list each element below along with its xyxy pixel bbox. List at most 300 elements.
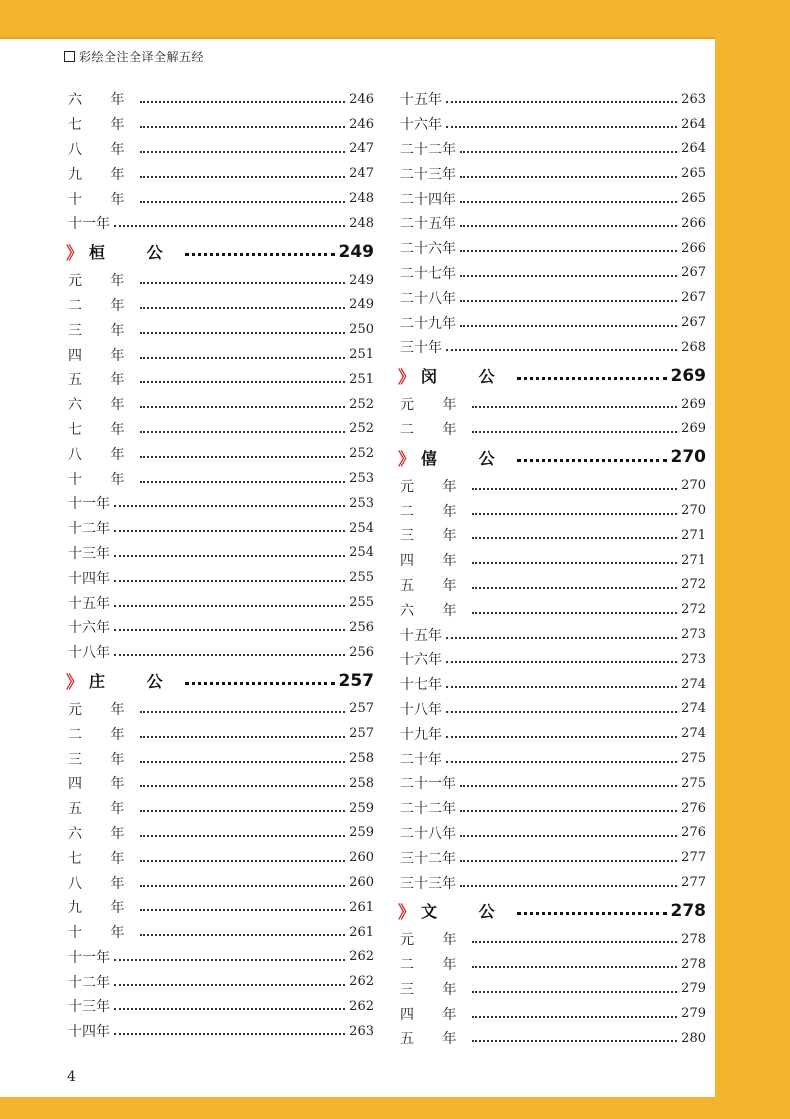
toc-entry[interactable] xyxy=(400,285,706,310)
page-ref: 271 xyxy=(681,527,706,543)
dot-leader xyxy=(446,629,677,639)
entry-label: 六 年 xyxy=(400,602,469,619)
toc-column-right xyxy=(400,87,706,1051)
page-ref: 278 xyxy=(681,931,706,947)
dot-leader xyxy=(185,245,335,256)
toc-entry[interactable] xyxy=(68,342,374,367)
dot-leader xyxy=(472,579,677,589)
dot-leader xyxy=(460,143,677,153)
page-ref: 270 xyxy=(681,503,706,519)
entry-label: 五 年 xyxy=(400,1031,469,1048)
entry-label: 三 年 xyxy=(400,528,469,545)
dot-leader xyxy=(140,398,345,408)
page-ref: 274 xyxy=(681,726,706,742)
page-ref: 246 xyxy=(349,116,374,132)
toc-entry[interactable] xyxy=(68,697,374,722)
dot-leader xyxy=(114,646,345,656)
page-ref: 266 xyxy=(681,240,706,256)
page-ref: 270 xyxy=(670,447,706,468)
header-title: 彩绘全注全译全解五经 xyxy=(79,50,205,64)
dot-leader xyxy=(140,753,345,763)
toc-entry[interactable] xyxy=(68,969,374,994)
toc-entry[interactable] xyxy=(400,236,706,261)
page-ref: 258 xyxy=(349,751,374,767)
dot-leader xyxy=(114,1025,345,1035)
toc-entry[interactable] xyxy=(400,1026,706,1051)
entry-label: 十 年 xyxy=(68,191,137,208)
toc-entry[interactable] xyxy=(400,261,706,286)
page-ref: 275 xyxy=(681,751,706,767)
double-chevron-right-icon: 》 xyxy=(398,903,415,924)
toc-entry[interactable] xyxy=(400,870,706,895)
page-ref: 262 xyxy=(349,998,374,1014)
toc-entry[interactable] xyxy=(400,597,706,622)
dot-leader xyxy=(446,653,677,663)
page-ref: 276 xyxy=(681,800,706,816)
page-ref: 247 xyxy=(349,166,374,182)
toc-entry[interactable] xyxy=(68,615,374,640)
entry-label: 二十六年 xyxy=(400,241,456,258)
dot-leader xyxy=(446,703,677,713)
entry-label: 七 年 xyxy=(68,850,137,867)
dot-leader xyxy=(446,93,677,103)
toc-entry[interactable] xyxy=(400,796,706,821)
page-ref: 248 xyxy=(349,215,374,231)
toc-entry[interactable] xyxy=(400,977,706,1002)
page-ref: 258 xyxy=(349,775,374,791)
toc-entry[interactable] xyxy=(400,211,706,236)
page-ref: 252 xyxy=(349,421,374,437)
dot-leader xyxy=(517,451,667,462)
toc-entry[interactable] xyxy=(68,994,374,1019)
toc-entry[interactable] xyxy=(400,647,706,672)
toc-entry[interactable] xyxy=(68,870,374,895)
dot-leader xyxy=(446,341,677,351)
entry-label: 二十一年 xyxy=(400,776,456,793)
entry-label: 三 年 xyxy=(68,322,137,339)
page-ref: 273 xyxy=(681,651,706,667)
entry-label: 十二年 xyxy=(68,521,110,538)
page-ref: 252 xyxy=(349,446,374,462)
dot-leader xyxy=(472,604,677,614)
page-ref: 262 xyxy=(349,949,374,965)
toc-entry[interactable] xyxy=(400,310,706,335)
entry-label: 三十年 xyxy=(400,340,442,357)
toc-entry[interactable] xyxy=(400,622,706,647)
dot-leader xyxy=(114,217,345,227)
page-ref: 278 xyxy=(670,900,706,921)
page-ref: 259 xyxy=(349,800,374,816)
toc-entry[interactable] xyxy=(400,746,706,771)
entry-label: 元 年 xyxy=(400,478,469,495)
entry-label: 十 年 xyxy=(68,471,137,488)
entry-label: 二十年 xyxy=(400,751,442,768)
entry-label: 十六年 xyxy=(400,117,442,134)
dot-leader xyxy=(460,267,677,277)
entry-label: 五 年 xyxy=(400,577,469,594)
entry-label: 十四年 xyxy=(68,570,110,587)
entry-label: 十三年 xyxy=(68,999,110,1016)
dot-leader xyxy=(517,369,667,380)
dot-leader xyxy=(472,423,677,433)
toc-section-heading[interactable] xyxy=(400,441,706,473)
entry-label: 十五年 xyxy=(400,92,442,109)
toc-entry[interactable] xyxy=(68,640,374,665)
page-ref: 275 xyxy=(681,775,706,791)
toc-entry[interactable] xyxy=(68,821,374,846)
page-ref: 257 xyxy=(338,670,374,691)
dot-leader xyxy=(140,299,345,309)
entry-label: 四 年 xyxy=(68,776,137,793)
page-ref: 269 xyxy=(681,421,706,437)
dot-leader xyxy=(472,933,677,943)
page-ref: 277 xyxy=(681,875,706,890)
page-ref: 263 xyxy=(681,91,706,107)
entry-label: 二 年 xyxy=(400,957,469,974)
dot-leader xyxy=(140,324,345,334)
toc-entry[interactable] xyxy=(68,895,374,920)
dot-leader xyxy=(114,1000,345,1010)
entry-label: 十三年 xyxy=(68,545,110,562)
toc-entry[interactable] xyxy=(68,441,374,466)
dot-leader xyxy=(460,877,677,887)
dot-leader xyxy=(140,877,345,887)
toc-entry[interactable] xyxy=(400,821,706,846)
toc-entry[interactable] xyxy=(68,466,374,491)
toc-entry[interactable] xyxy=(68,920,374,945)
toc-entry[interactable] xyxy=(400,845,706,870)
toc-section-heading[interactable] xyxy=(400,895,706,927)
entry-label: 二十七年 xyxy=(400,265,456,282)
page-ref: 274 xyxy=(681,676,706,692)
toc-entry[interactable] xyxy=(68,293,374,318)
page-ref: 263 xyxy=(349,1023,374,1039)
dot-leader xyxy=(114,597,345,607)
dot-leader xyxy=(114,497,345,507)
dot-leader xyxy=(517,904,667,915)
dot-leader xyxy=(140,118,345,128)
page-ref: 266 xyxy=(681,215,706,231)
section-title: 桓 公 xyxy=(89,243,181,263)
toc-entry[interactable] xyxy=(68,771,374,796)
page-ref: 270 xyxy=(681,478,706,494)
dot-leader xyxy=(460,827,677,837)
toc-entry[interactable] xyxy=(400,721,706,746)
page-ref: 257 xyxy=(349,726,374,742)
entry-label: 元 年 xyxy=(68,273,137,290)
entry-label: 元 年 xyxy=(400,397,469,414)
toc-entry[interactable] xyxy=(68,516,374,541)
entry-label: 四 年 xyxy=(68,347,137,364)
page-ref: 261 xyxy=(349,899,374,915)
page-ref: 249 xyxy=(349,272,374,288)
entry-label: 十一年 xyxy=(68,949,110,966)
dot-leader xyxy=(140,728,345,738)
page-ref: 250 xyxy=(349,322,374,338)
entry-label: 二十二年 xyxy=(400,801,456,818)
dot-leader xyxy=(472,529,677,539)
dot-leader xyxy=(114,621,345,631)
dot-leader xyxy=(140,852,345,862)
dot-leader xyxy=(114,572,345,582)
toc-entry[interactable] xyxy=(68,721,374,746)
dot-leader xyxy=(446,678,677,688)
toc-entry[interactable] xyxy=(68,211,374,236)
page-ref: 264 xyxy=(681,116,706,132)
dot-leader xyxy=(140,193,345,203)
toc-entry[interactable] xyxy=(68,87,374,112)
toc-entry[interactable] xyxy=(400,498,706,523)
entry-label: 三 年 xyxy=(68,751,137,768)
dot-leader xyxy=(460,777,677,787)
entry-label: 元 年 xyxy=(68,701,137,718)
dot-leader xyxy=(185,674,335,685)
entry-label: 十 年 xyxy=(68,925,137,942)
page-ref: 260 xyxy=(349,850,374,866)
double-chevron-right-icon: 》 xyxy=(398,449,415,470)
toc-entry[interactable] xyxy=(68,112,374,137)
toc-entry[interactable] xyxy=(68,317,374,342)
dot-leader xyxy=(472,1032,677,1042)
dot-leader xyxy=(140,274,345,284)
page-ref: 251 xyxy=(349,371,374,387)
page-ref: 273 xyxy=(681,627,706,643)
page-ref: 253 xyxy=(349,471,374,487)
entry-label: 二 年 xyxy=(68,726,137,743)
page-ref: 278 xyxy=(681,956,706,972)
entry-label: 十六年 xyxy=(68,620,110,637)
entry-label: 二十八年 xyxy=(400,825,456,842)
page-ref: 261 xyxy=(349,924,374,940)
dot-leader xyxy=(140,373,345,383)
page-ref: 279 xyxy=(681,1006,706,1022)
toc-entry[interactable] xyxy=(68,590,374,615)
page-ref: 271 xyxy=(681,552,706,568)
page-ref: 249 xyxy=(349,297,374,313)
entry-label: 七 年 xyxy=(68,117,137,134)
entry-label: 三 年 xyxy=(400,981,469,998)
dot-leader xyxy=(460,193,677,203)
entry-label: 三十三年 xyxy=(400,875,456,892)
page-ref: 276 xyxy=(681,825,706,841)
toc-section-heading[interactable] xyxy=(400,360,706,392)
dot-leader xyxy=(472,958,677,968)
dot-leader xyxy=(140,423,345,433)
dot-leader xyxy=(446,118,677,128)
toc-entry[interactable] xyxy=(400,771,706,796)
toc-entry[interactable] xyxy=(68,491,374,516)
entry-label: 八 年 xyxy=(68,141,137,158)
toc-entry[interactable] xyxy=(400,417,706,442)
page-ref: 268 xyxy=(681,339,706,355)
dot-leader xyxy=(114,951,345,961)
toc-entry[interactable] xyxy=(400,927,706,952)
page-ref: 267 xyxy=(681,290,706,306)
dot-leader xyxy=(140,143,345,153)
dot-leader xyxy=(472,505,677,515)
page-ref: 252 xyxy=(349,396,374,412)
page-ref: 280 xyxy=(681,1030,706,1046)
page-ref: 260 xyxy=(349,875,374,890)
toc-entry[interactable] xyxy=(68,137,374,162)
section-title: 闵 公 xyxy=(421,367,513,387)
dot-leader xyxy=(140,901,345,911)
dot-leader xyxy=(460,292,677,302)
toc-entry[interactable] xyxy=(400,473,706,498)
entry-label: 十七年 xyxy=(400,677,442,694)
toc-entry[interactable] xyxy=(400,573,706,598)
toc-entry[interactable] xyxy=(68,417,374,442)
entry-label: 十四年 xyxy=(68,1024,110,1041)
entry-label: 三十二年 xyxy=(400,850,456,867)
page-ref: 254 xyxy=(349,545,374,561)
toc-section-heading[interactable] xyxy=(68,236,374,268)
toc-entry[interactable] xyxy=(400,952,706,977)
dot-leader xyxy=(460,317,677,327)
entry-label: 二十八年 xyxy=(400,290,456,307)
top-rule xyxy=(0,37,715,39)
toc-entry[interactable] xyxy=(68,268,374,293)
page-ref: 249 xyxy=(338,241,374,262)
toc-entry[interactable] xyxy=(400,548,706,573)
entry-label: 二十三年 xyxy=(400,166,456,183)
page-ref: 251 xyxy=(349,347,374,363)
page-ref: 247 xyxy=(349,141,374,157)
page-ref: 265 xyxy=(681,191,706,207)
toc-entry[interactable] xyxy=(68,161,374,186)
toc-entry[interactable] xyxy=(400,672,706,697)
toc-entry[interactable] xyxy=(400,1001,706,1026)
entry-label: 四 年 xyxy=(400,1006,469,1023)
toc-entry[interactable] xyxy=(400,87,706,112)
entry-label: 二 年 xyxy=(400,421,469,438)
page-ref: 264 xyxy=(681,141,706,157)
dot-leader xyxy=(140,926,345,936)
dot-leader xyxy=(460,802,677,812)
page-number: 4 xyxy=(67,1069,76,1085)
page-ref: 259 xyxy=(349,825,374,841)
entry-label: 六 年 xyxy=(68,825,137,842)
page-ref: 272 xyxy=(681,602,706,618)
dot-leader xyxy=(114,522,345,532)
dot-leader xyxy=(140,802,345,812)
dot-leader xyxy=(140,703,345,713)
dot-leader xyxy=(472,480,677,490)
entry-label: 八 年 xyxy=(68,875,137,892)
entry-label: 二十四年 xyxy=(400,191,456,208)
dot-leader xyxy=(446,753,677,763)
dot-leader xyxy=(140,777,345,787)
dot-leader xyxy=(446,728,677,738)
dot-leader xyxy=(460,242,677,252)
page-ref: 267 xyxy=(681,265,706,281)
entry-label: 十八年 xyxy=(68,645,110,662)
entry-label: 十一年 xyxy=(68,496,110,513)
dot-leader xyxy=(140,473,345,483)
toc-entry[interactable] xyxy=(68,746,374,771)
toc-entry[interactable] xyxy=(68,1019,374,1044)
toc-entry[interactable] xyxy=(400,392,706,417)
section-title: 庄 公 xyxy=(89,672,181,692)
toc-entry[interactable] xyxy=(68,945,374,970)
entry-label: 十五年 xyxy=(400,627,442,644)
toc-entry[interactable] xyxy=(68,796,374,821)
dot-leader xyxy=(140,93,345,103)
double-chevron-right-icon: 》 xyxy=(66,244,83,265)
entry-label: 九 年 xyxy=(68,166,137,183)
entry-label: 五 年 xyxy=(68,372,137,389)
toc-entry[interactable] xyxy=(400,523,706,548)
entry-label: 四 年 xyxy=(400,553,469,570)
dot-leader xyxy=(460,168,677,178)
dot-leader xyxy=(472,1008,677,1018)
toc-entry[interactable] xyxy=(400,186,706,211)
running-header xyxy=(64,48,204,65)
toc-entry[interactable] xyxy=(400,112,706,137)
entry-label: 五 年 xyxy=(68,801,137,818)
entry-label: 二十五年 xyxy=(400,216,456,233)
page-ref: 265 xyxy=(681,166,706,182)
toc-section-heading[interactable] xyxy=(68,665,374,697)
entry-label: 十六年 xyxy=(400,652,442,669)
page-ref: 262 xyxy=(349,974,374,990)
page-ref: 269 xyxy=(670,365,706,386)
entry-label: 九 年 xyxy=(68,900,137,917)
toc-entry[interactable] xyxy=(400,137,706,162)
toc-entry[interactable] xyxy=(68,845,374,870)
entry-label: 十八年 xyxy=(400,701,442,718)
section-title: 文 公 xyxy=(421,902,513,922)
dot-leader xyxy=(140,168,345,178)
page-ref: 256 xyxy=(349,644,374,660)
page-ref: 257 xyxy=(349,701,374,717)
dot-leader xyxy=(140,349,345,359)
dot-leader xyxy=(140,827,345,837)
entry-label: 二十九年 xyxy=(400,315,456,332)
toc-entry[interactable] xyxy=(400,335,706,360)
page-ref: 279 xyxy=(681,981,706,997)
dot-leader xyxy=(472,398,677,408)
entry-label: 二 年 xyxy=(400,503,469,520)
page-ref: 277 xyxy=(681,850,706,866)
dot-leader xyxy=(140,448,345,458)
page-ref: 253 xyxy=(349,495,374,511)
toc-entry[interactable] xyxy=(68,565,374,590)
page-ref: 255 xyxy=(349,595,374,611)
entry-label: 七 年 xyxy=(68,421,137,438)
toc-entry[interactable] xyxy=(68,186,374,211)
toc-page xyxy=(0,37,715,1097)
dot-leader xyxy=(472,554,677,564)
page-ref: 267 xyxy=(681,315,706,331)
toc-entry[interactable] xyxy=(68,392,374,417)
dot-leader xyxy=(460,217,677,227)
entry-label: 十九年 xyxy=(400,726,442,743)
toc-entry[interactable] xyxy=(400,161,706,186)
page-ref: 274 xyxy=(681,701,706,717)
square-box-icon xyxy=(64,51,75,62)
page-ref: 255 xyxy=(349,570,374,586)
double-chevron-right-icon: 》 xyxy=(398,368,415,389)
toc-entry[interactable] xyxy=(68,541,374,566)
toc-entry[interactable] xyxy=(68,367,374,392)
page-ref: 269 xyxy=(681,396,706,412)
toc-entry[interactable] xyxy=(400,697,706,722)
entry-label: 十五年 xyxy=(68,595,110,612)
entry-label: 十二年 xyxy=(68,974,110,991)
toc-column-left xyxy=(68,87,374,1044)
entry-label: 六 年 xyxy=(68,397,137,414)
